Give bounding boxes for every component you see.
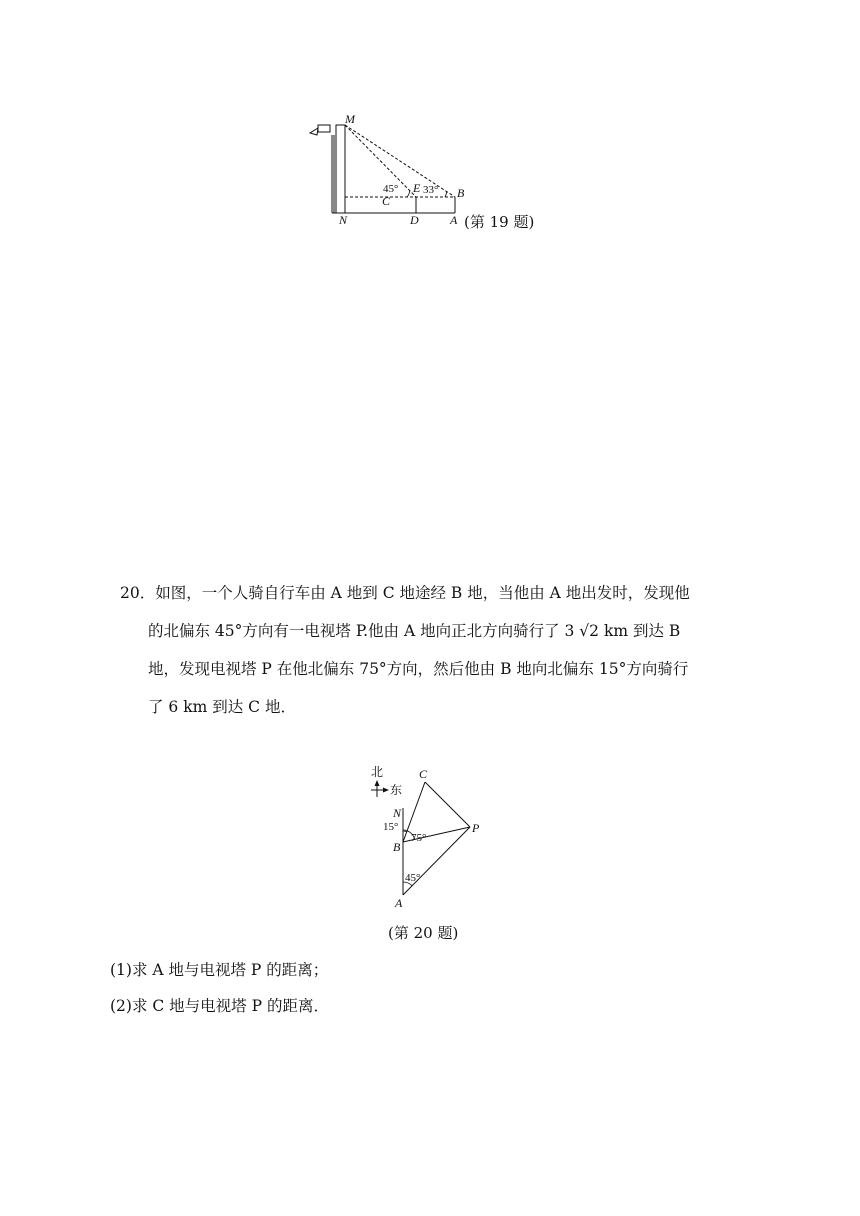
sight-mb bbox=[345, 125, 455, 197]
angle-label-15: 15° bbox=[383, 821, 399, 833]
figure-20 bbox=[365, 760, 495, 910]
sight-me bbox=[345, 125, 416, 197]
label-a: A bbox=[450, 213, 458, 227]
problem-20 bbox=[120, 574, 740, 726]
problem-number: 20． bbox=[120, 584, 156, 602]
angle-label-45: 45° bbox=[383, 183, 399, 195]
compass-east-label: 东 bbox=[390, 783, 403, 797]
compass-north-arrow-icon bbox=[375, 780, 380, 786]
angle-label-33: 33° bbox=[423, 184, 439, 196]
question-2: (2)求 C 地与电视塔 P 的距离． bbox=[110, 997, 329, 1015]
angle-arc-33 bbox=[445, 192, 447, 198]
label-c: C bbox=[419, 767, 428, 781]
label-b: B bbox=[457, 186, 465, 200]
problem-text-1: 如图，一个人骑自行车由 A 地到 C 地途经 B 地，当他由 A 地出发时，发现他 bbox=[155, 584, 690, 602]
angle-label-75: 75° bbox=[411, 832, 427, 844]
label-n: N bbox=[339, 213, 348, 227]
lamp-shape bbox=[318, 125, 330, 132]
label-p: P bbox=[472, 821, 480, 835]
angle-arc-15 bbox=[403, 831, 407, 832]
figure-19-caption: (第 19 题) bbox=[464, 213, 535, 231]
compass-east-arrow-icon bbox=[383, 788, 389, 793]
problem-line-1 bbox=[120, 574, 740, 612]
question-1: (1)求 A 地与电视塔 P 的距离； bbox=[110, 961, 329, 979]
compass-north-label: 北 bbox=[371, 765, 384, 779]
lamp-arm bbox=[310, 128, 318, 135]
tower-mn bbox=[336, 125, 345, 213]
angle-arc-45 bbox=[407, 191, 410, 198]
problem-line-2: 的北偏东 45°方向有一电视塔 P.他由 A 地向正北方向骑行了 3 √2 km 到达 B bbox=[148, 622, 681, 640]
angle-label-45: 45° bbox=[405, 872, 421, 884]
segment-cp bbox=[425, 782, 470, 827]
label-d: D bbox=[410, 213, 419, 227]
label-e: E bbox=[413, 181, 421, 195]
problem-line-4: 了 6 km 到达 C 地． bbox=[148, 698, 296, 716]
label-a: A bbox=[395, 896, 403, 910]
problem-line-3: 地，发现电视塔 P 在他北偏东 75°方向，然后他由 B 地向北偏东 15°方向骑行 bbox=[148, 660, 689, 678]
figure-20-caption: (第 20 题) bbox=[388, 924, 459, 942]
label-n: N bbox=[393, 806, 402, 820]
figure-20-diagram bbox=[365, 760, 495, 910]
label-b: B bbox=[393, 840, 401, 854]
label-c: C bbox=[382, 194, 391, 208]
label-m: M bbox=[345, 112, 355, 126]
